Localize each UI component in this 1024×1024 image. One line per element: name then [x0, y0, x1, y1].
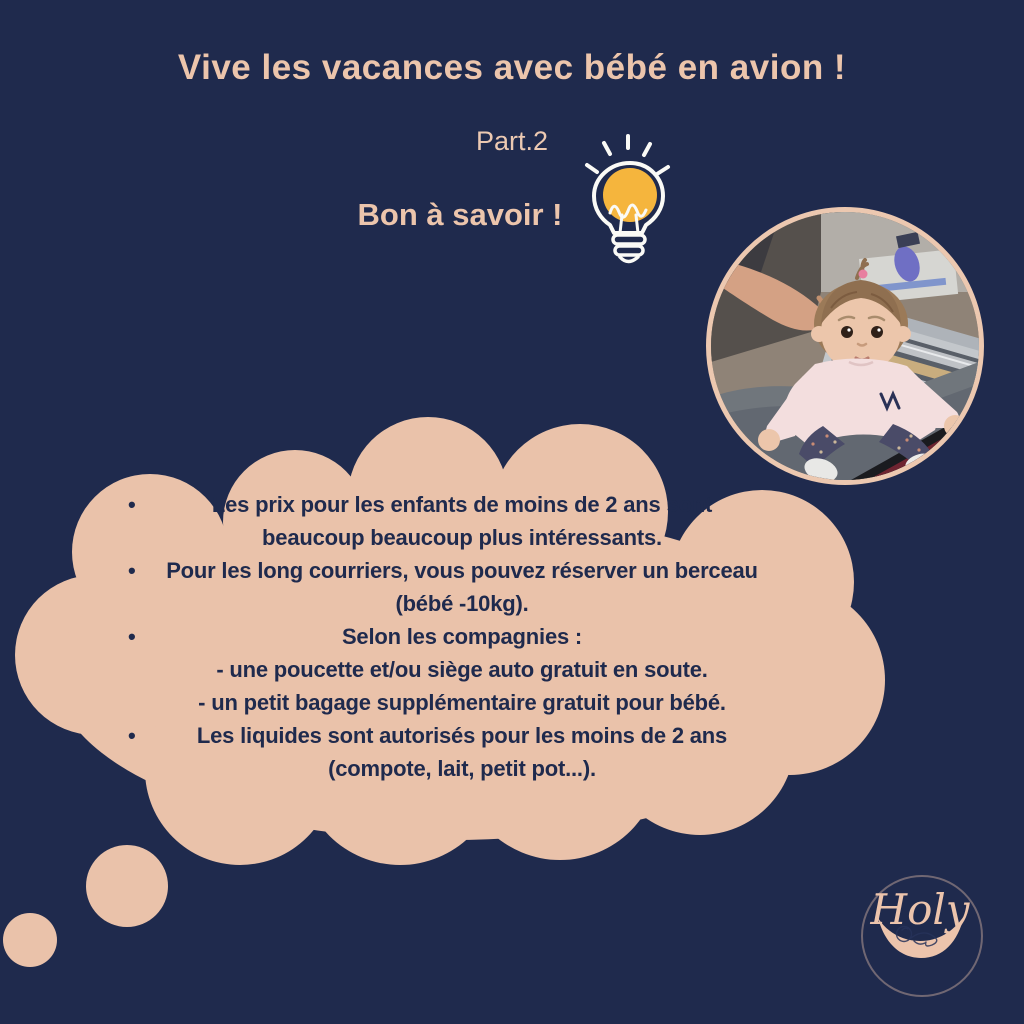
- page-title: Vive les vacances avec bébé en avion !: [177, 48, 847, 87]
- list-item: [112, 752, 812, 785]
- list-item-text: (bébé -10kg).: [395, 591, 529, 616]
- bubble-tail-circle-small: [3, 913, 57, 967]
- list-item-text: Selon les compagnies :: [341, 624, 583, 649]
- list-item: [112, 488, 812, 521]
- list-item: [112, 719, 812, 752]
- list-item-text: (compote, lait, petit pot...).: [328, 756, 596, 781]
- bullet-marker: •: [128, 624, 136, 649]
- list-item: [112, 620, 812, 653]
- bullet-marker: •: [128, 558, 136, 583]
- bullet-marker: •: [128, 723, 136, 748]
- bubble-tail-circle-large: [86, 845, 168, 927]
- holy-logo: [852, 868, 992, 1008]
- list-item: [112, 521, 812, 554]
- holy-logo-text: Holy: [870, 885, 970, 934]
- good-to-know-heading: Bon à savoir !: [357, 197, 563, 232]
- tips-list: [112, 488, 812, 785]
- list-item-text: Pour les long courriers, vous pouvez réserver un berceau: [166, 558, 758, 583]
- part-subtitle: Part.2: [475, 126, 549, 156]
- list-item-text: Les prix pour les enfants de moins de 2 ans sont: [211, 492, 713, 517]
- list-item: [112, 554, 812, 587]
- list-item: [112, 686, 812, 719]
- list-item-text: beaucoup beaucoup plus intéressants.: [262, 525, 662, 550]
- list-item-text: - une poucette et/ou siège auto gratuit en soute.: [216, 657, 708, 682]
- list-item-text: - un petit bagage supplémentaire gratuit pour bébé.: [198, 690, 726, 715]
- list-item: [112, 587, 812, 620]
- bullet-marker: •: [128, 492, 136, 517]
- list-item: [112, 653, 812, 686]
- list-item-text: Les liquides sont autorisés pour les moins de 2 ans: [196, 723, 728, 748]
